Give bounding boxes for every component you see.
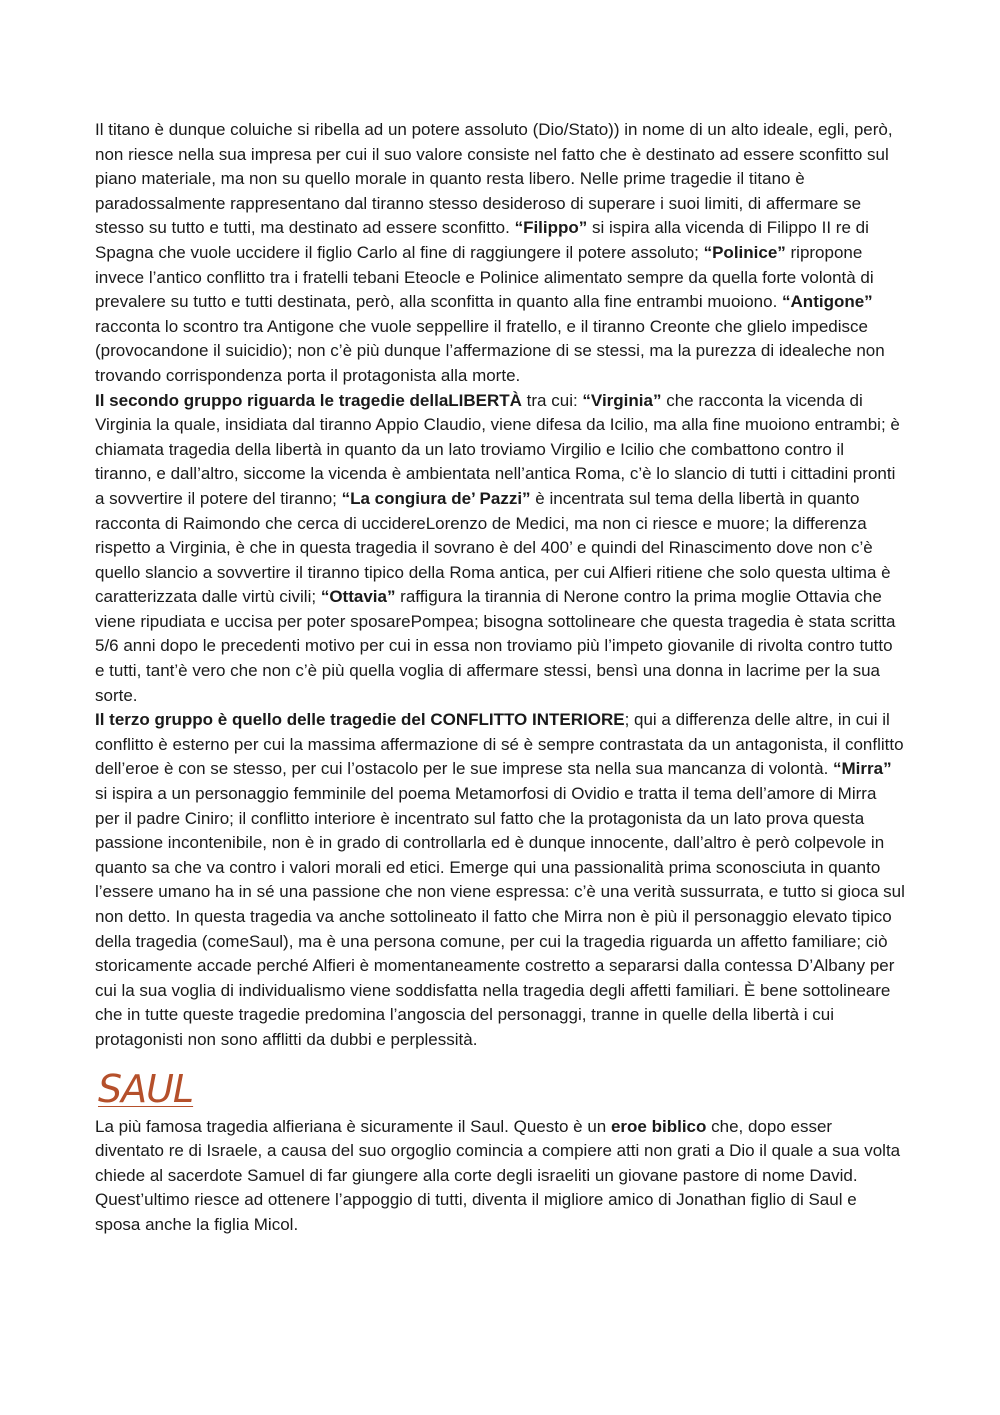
text-run: ; qui a differenza delle altre, in cui il conflitto è esterno per cui la massima affermazione di sé è sempre contrastata da un antagonista, il conflitto dell’eroe è con se stesso, per cui l’ostacolo per le sue imprese sta nella sua mancanza di volontà. <box>95 710 904 779</box>
title-polinice: “Polinice” <box>703 242 786 262</box>
text-run: si ispira alla vicenda di Filippo II re di Spagna che vuole uccidere il figlio Carlo al fine di raggiungere il potere assoluto; <box>95 218 869 262</box>
paragraph-titano <box>95 118 905 389</box>
text-run: tra cui: <box>521 390 583 410</box>
text-run: Il titano è dunque coluiche si ribella ad un potere assoluto (Dio/Stato)) in nome di un alto ideale, egli, però, non riesce nella sua impresa per cui il suo valore consiste nel fatto che è destinato ad essere sconfitto sul piano materiale, ma non su quello morale in quanto resta libero. Nelle prime tragedie il titano è paradossalmente rappresentano dal tiranno stesso desideroso di superare i suoi limiti, di affermare se stesso su tutto e tutti, ma destinato ad essere sconfitto. <box>95 120 893 238</box>
paragraph-conflitto <box>95 708 905 1052</box>
paragraph-saul <box>95 1115 905 1238</box>
text-run: ripropone invece l’antico conflitto tra i fratelli tebani Eteocle e Polinice alimentato sempre da quella forte volontà di prevalere su tutto e tutti destinata, però, alla sconfitta in quanto alla fine entrambi muoiono. <box>95 242 874 312</box>
title-ottavia: “Ottavia” <box>320 587 396 607</box>
document-page <box>95 118 905 1238</box>
title-mirra: “Mirra” <box>833 759 892 779</box>
text-run: La più famosa tragedia alfieriana è sicuramente il Saul. Questo è un <box>95 1116 611 1136</box>
bold-intro: Il secondo gruppo riguarda le tragedie dellaLIBERTÀ <box>95 390 522 410</box>
bold-intro: Il terzo gruppo è quello delle tragedie del CONFLITTO INTERIORE <box>95 710 625 730</box>
title-antigone: “Antigone” <box>782 292 873 312</box>
text-run: che, dopo esser diventato re di Israele, a causa del suo orgoglio comincia a compiere atti non grati a Dio il quale a sua volta chiede al sacerdote Samuel di far giungere alla corte degli israeliti un giovane pastore di nome David. Quest’ultimo riesce ad ottenere l’appoggio di tutti, diventa il migliore amico di Jonathan figlio di Saul e sposa anche la figlia Micol. <box>95 1116 901 1234</box>
text-run: racconta lo scontro tra Antigone che vuole seppellire il fratello, e il tiranno Creonte che glielo impedisce (provocandone il suicidio); non c’è più dunque l’affermazione di se stessi, ma la purezza di idealeche non trovando corrispondenza porta il protagonista alla morte. <box>95 316 885 385</box>
title-virginia: “Virginia” <box>582 390 662 410</box>
bold-eroe-biblico: eroe biblico <box>610 1116 707 1136</box>
section-heading-saul: SAUL <box>98 1066 194 1111</box>
text-run: è incentrata sul tema della libertà in quanto racconta di Raimondo che cerca di uccidereLorenzo de Medici, ma non ci riesce e muore; la differenza rispetto a Virginia, è che in questa tragedia il sovrano è del 400’ e quindi del Rinascimento dove non c’è quello slancio a sovvertire il tiranno tipico della Roma antica, per cui Alfieri ritiene che solo questa ultima è caratterizzata dalle virtù civili; <box>95 488 891 607</box>
title-congiura: “La congiura de’ Pazzi” <box>341 488 531 508</box>
text-run: si ispira a un personaggio femminile del poema Metamorfosi di Ovidio e tratta il tema dell’amore di Mirra per il padre Ciniro; il conflitto interiore è incentrato sul fatto che la protagonista da un lato prova questa passione incontenibile, non è in grado di controllarla ed è dunque innocente, dall’altro è però colpevole in quanto sa che va contro i valori morali ed etici. Emerge qui una passionalità prima sconosciuta in quanto l’essere umano ha in sé una passione che non viene espressa: c’è una verità sussurrata, e tutto si gioca sul non detto. In questa tragedia va anche sottolineato il fatto che Mirra non è più il personaggio elevato tipico della tragedia (comeSaul), ma è una persona comune, per cui la tragedia riguarda un affetto familiare; ciò storicamente accade perché Alfieri è momentaneamente costretto a separarsi dalla contessa D’Albany per cui la sua voglia di individualismo viene soddisfatta nella tragedia degli affetti familiari. È bene sottolineare che in tutte queste tragedie predomina l’angoscia del personaggi, tranne in quelle della libertà i cui protagonisti non sono afflitti da dubbi e perplessità. <box>95 784 905 1049</box>
title-filippo: “Filippo” <box>514 218 588 238</box>
paragraph-liberta <box>95 389 905 709</box>
text-run: che racconta la vicenda di Virginia la quale, insidiata dal tiranno Appio Claudio, viene difesa da Icilio, ma alla fine muoiono entrambi; è chiamata tragedia della libertà in quanto da un lato troviamo Virgilio e Icilio che combattono contro il tiranno, e dall’altro, siccome la vicenda è ambientata nell’antica Roma, c’è lo slancio di tutti i cittadini pronti a sovvertire il potere del tiranno; <box>95 390 900 508</box>
text-run: raffigura la tirannia di Nerone contro la prima moglie Ottavia che viene ripudiata e uccisa per poter sposarePompea; bisogna sottolineare che questa tragedia è stata scritta 5/6 anni dopo le precedenti motivo per cui in essa non troviamo più l’impeto giovanile di rivolta contro tutto e tutti, tant’è vero che non c’è più quella voglia di affermare stessi, bensì una donna in lacrime per la sua sorte. <box>95 587 896 705</box>
